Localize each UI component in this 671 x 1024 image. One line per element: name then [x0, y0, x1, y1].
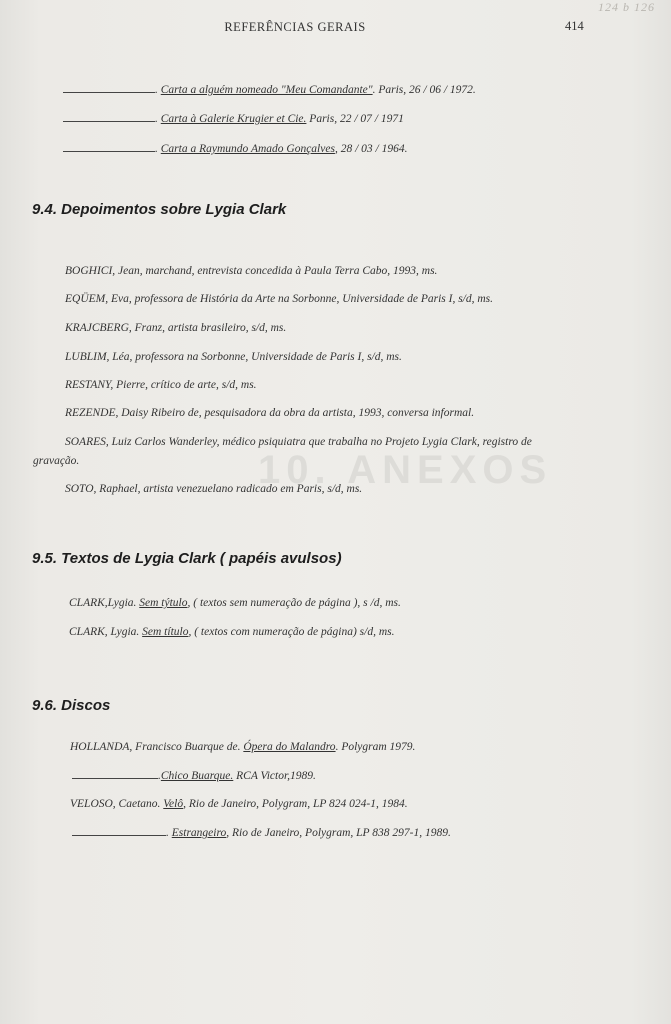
section-heading-textos: 9.5. Textos de Lygia Clark ( papéis avulsos): [32, 550, 342, 567]
letter-entry: . Carta à Galerie Krugier et Cie. Paris, 22 / 07 / 1971: [63, 111, 404, 126]
handwritten-page-mark: 124 b 126: [598, 0, 655, 14]
texto-entry: CLARK,Lygia. Sem týtulo, ( textos sem numeração de página ), s /d, ms.: [69, 597, 401, 609]
disco-entry: .Chico Buarque. RCA Victor,1989.: [72, 768, 316, 783]
depoimento-entry: BOGHICI, Jean, marchand, entrevista concedida à Paula Terra Cabo, 1993, ms.: [65, 265, 438, 277]
show-through-text: 10. ANEXOS: [258, 448, 553, 492]
disco-entry: VELOSO, Caetano. Velô, Rio de Janeiro, Polygram, LP 824 024-1, 1984.: [70, 798, 408, 810]
letter-entry: . Carta a alguém nomeado "Meu Comandante". Paris, 26 / 06 / 1972.: [63, 82, 476, 97]
disco-entry: HOLLANDA, Francisco Buarque de. Ópera do Malandro. Polygram 1979.: [70, 741, 416, 753]
depoimento-entry: REZENDE, Daisy Ribeiro de, pesquisadora da obra da artista, 1993, conversa informal.: [65, 407, 475, 419]
letter-entry: . Carta a Raymundo Amado Gonçalves, 28 / 03 / 1964.: [63, 141, 407, 156]
running-header: REFERÊNCIAS GERAIS: [224, 20, 366, 34]
section-heading-discos: 9.6. Discos: [32, 697, 111, 714]
depoimento-entry: SOTO, Raphael, artista venezuelano radicado em Paris, s/d, ms.: [65, 483, 363, 495]
page-number: 414: [565, 19, 584, 33]
depoimento-entry: SOARES, Luiz Carlos Wanderley, médico psiquiatra que trabalha no Projeto Lygia Clark, registro de gravação.: [33, 436, 532, 467]
depoimento-entry: KRAJCBERG, Franz, artista brasileiro, s/d, ms.: [65, 322, 287, 334]
depoimento-entry: EQÜEM, Eva, professora de História da Arte na Sorbonne, Universidade de Paris I, s/d, ms.: [65, 293, 494, 305]
texto-entry: CLARK, Lygia. Sem título, ( textos com numeração de página) s/d, ms.: [69, 626, 395, 638]
depoimento-entry: RESTANY, Pierre, crítico de arte, s/d, ms.: [65, 379, 257, 391]
depoimento-entry: LUBLIM, Léa, professora na Sorbonne, Universidade de Paris I, s/d, ms.: [65, 351, 402, 363]
section-heading-depoimentos: 9.4. Depoimentos sobre Lygia Clark: [32, 201, 287, 218]
disco-entry: . Estrangeiro, Rio de Janeiro, Polygram, LP 838 297-1, 1989.: [72, 825, 451, 840]
